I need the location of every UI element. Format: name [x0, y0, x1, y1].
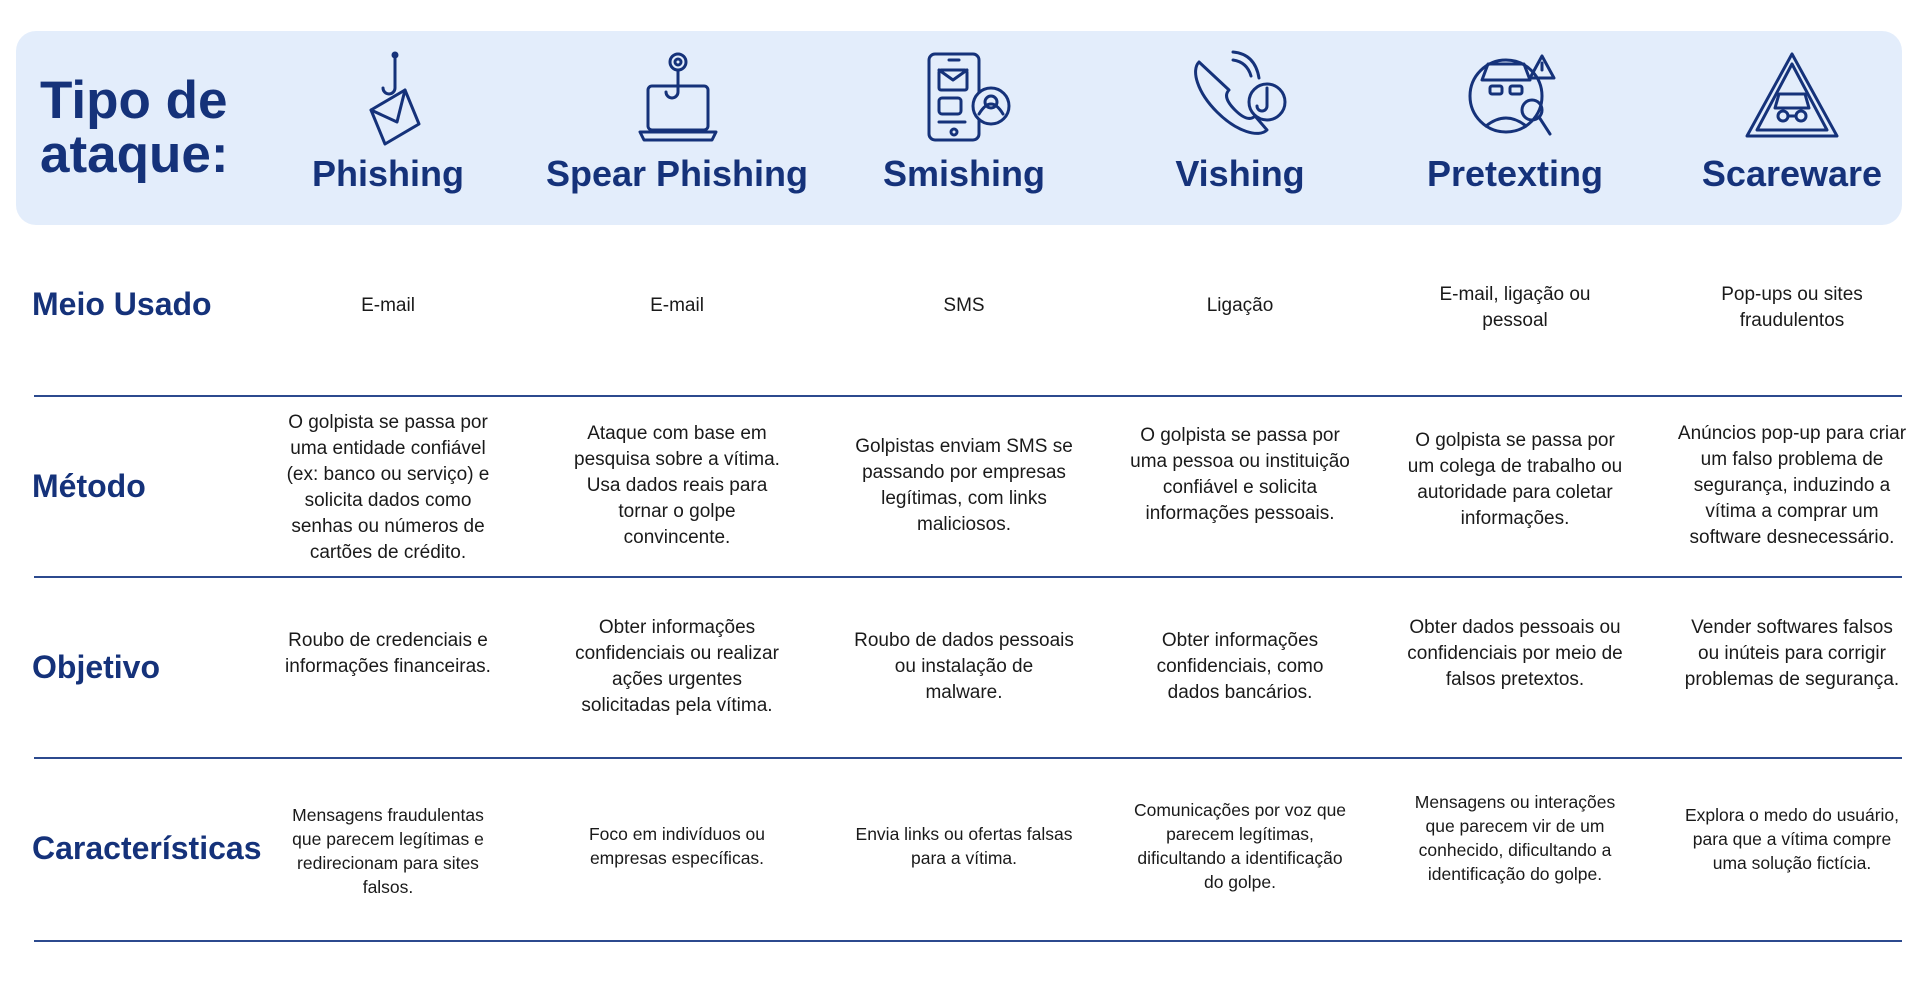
cell-objetivo-spear-phishing: Obter informações confidenciais ou realizar ações urgentes solicitadas pela vítima. [575, 617, 779, 716]
fishhook-laptop-icon [622, 50, 732, 150]
cell-caracteristicas-spear-phishing: Foco em indivíduos ou empresas específicas. [588, 824, 766, 868]
fishhook-envelope-icon [333, 50, 443, 150]
page-title: Tipo de ataque: [40, 71, 229, 184]
cell-objetivo-smishing: Roubo de dados pessoais ou instalação de malware. [854, 630, 1074, 703]
warning-spy-icon [1737, 50, 1847, 150]
cell-caracteristicas-vishing: Comunicações por voz que parecem legítimas, dificultando a identificação do golpe. [1133, 800, 1347, 892]
column-name: Smishing [882, 153, 1046, 194]
phone-hacker-icon [909, 50, 1019, 150]
column-name: Spear Phishing [545, 153, 809, 194]
column-name: Pretexting [1426, 153, 1604, 194]
column-name: Phishing [312, 153, 464, 194]
column-name: Scareware [1701, 153, 1883, 194]
cell-metodo-spear-phishing: Ataque com base em pesquisa sobre a vítima. Usa dados reais para tornar o golpe convincente. [574, 423, 780, 548]
row-label-meio-usado: Meio Usado [32, 286, 212, 322]
cell-objetivo-pretexting: Obter dados pessoais ou confidenciais por meio de falsos pretextos. [1407, 617, 1623, 690]
cell-caracteristicas-scareware: Explora o medo do usuário, para que a vítima compre uma solução fictícia. [1684, 805, 1900, 873]
phone-call-hook-icon [1185, 50, 1295, 150]
cell-meio-scareware: Pop-ups ou sites fraudulentos [1721, 284, 1863, 331]
cell-caracteristicas-pretexting: Mensagens ou interações que parecem vir de um conhecido, dificultando a identificação do golpe. [1414, 792, 1616, 884]
row-divider [34, 395, 1902, 397]
cell-meio-pretexting: E-mail, ligação ou pessoal [1439, 284, 1591, 331]
cell-caracteristicas-phishing: Mensagens fraudulentas que parecem legítimas e redirecionam para sites falsos. [292, 805, 484, 897]
cell-metodo-scareware: Anúncios pop-up para criar um falso problema de segurança, induzindo a vítima a comprar um software desnecessário. [1677, 423, 1907, 548]
cell-meio-smishing: SMS [943, 295, 985, 316]
row-divider [34, 576, 1902, 578]
row-label-metodo: Método [32, 468, 146, 504]
cell-metodo-phishing: O golpista se passa por uma entidade confiável (ex: banco ou serviço) e solicita dados como senhas ou números de cartões de crédito. [286, 412, 490, 563]
cell-meio-phishing: E-mail [361, 295, 415, 316]
cell-meio-spear-phishing: E-mail [650, 295, 704, 316]
row-divider [34, 940, 1902, 942]
cell-metodo-pretexting: O golpista se passa por um colega de trabalho ou autoridade para coletar informações. [1407, 430, 1623, 529]
row-label-objetivo: Objetivo [32, 649, 161, 685]
spy-warning-icon [1460, 50, 1570, 150]
row-divider [34, 757, 1902, 759]
cell-caracteristicas-smishing: Envia links ou ofertas falsas para a vítima. [855, 824, 1073, 868]
cell-objetivo-scareware: Vender softwares falsos ou inúteis para corrigir problemas de segurança. [1684, 617, 1900, 690]
cell-metodo-vishing: O golpista se passa por uma pessoa ou instituição confiável e solicita informações pessoais. [1130, 425, 1350, 524]
cell-meio-vishing: Ligação [1206, 295, 1274, 316]
column-name: Vishing [1175, 153, 1305, 194]
cell-objetivo-vishing: Obter informações confidenciais, como dados bancários. [1156, 630, 1324, 703]
cell-metodo-smishing: Golpistas enviam SMS se passando por empresas legítimas, com links maliciosos. [855, 436, 1073, 535]
cell-objetivo-phishing: Roubo de credenciais e informações financeiras. [285, 630, 491, 677]
row-label-caracteristicas: Características [32, 830, 262, 866]
